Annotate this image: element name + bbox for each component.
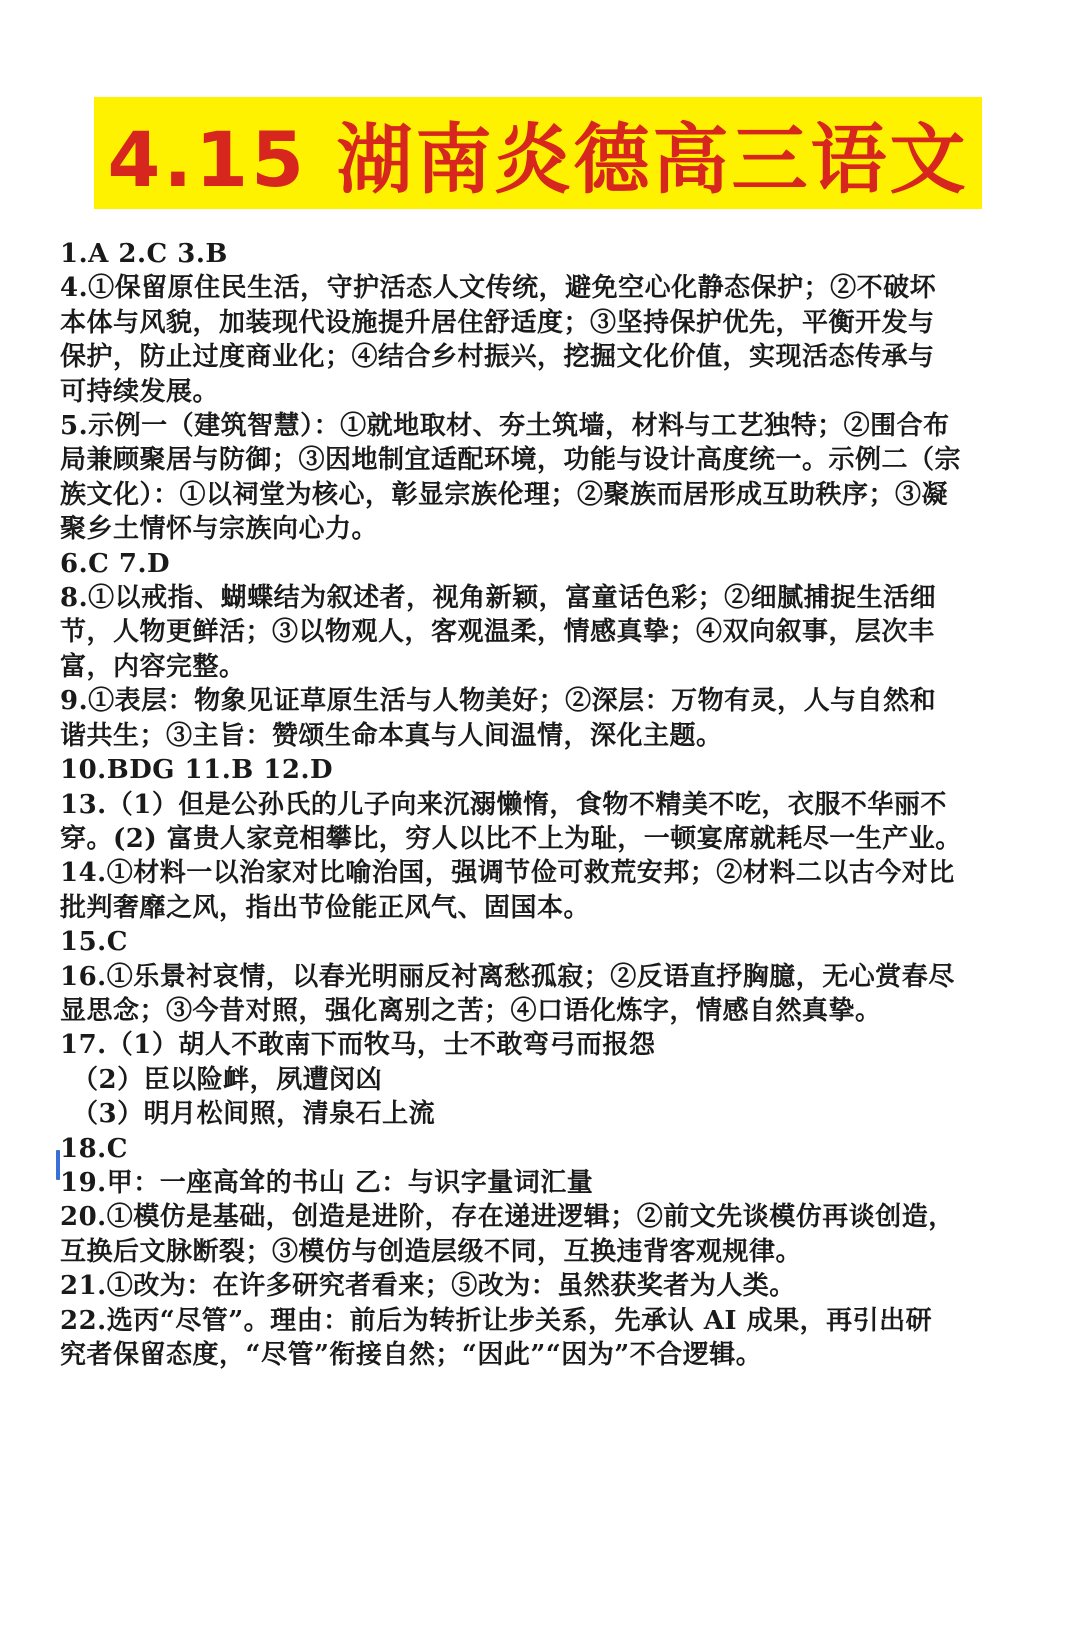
answer-line: 14.①材料一以治家对比喻治国，强调节俭可救荒安邦；②材料二以古今对比 (60, 858, 955, 889)
answer-line: 互换后文脉断裂；③模仿与创造层级不同，互换违背客观规律。 (60, 1236, 803, 1267)
answer-line: 8.①以戒指、蝴蝶结为叙述者，视角新颖，富童话色彩；②细腻捕捉生活细 (60, 583, 937, 614)
answer-line: 显思念；③今昔对照，强化离别之苦；④口语化炼字，情感自然真挚。 (60, 995, 882, 1026)
answer-line: 22.选丙“尽管”。理由：前后为转折让步关系，先承认 AI 成果，再引出研 (60, 1305, 933, 1336)
answer-line: （2）臣以险衅，夙遭闵凶 (72, 1064, 383, 1095)
answer-line: 富，内容完整。 (60, 651, 246, 682)
answer-line: 21.①改为：在许多研究者看来；⑤改为：虽然获奖者为人类。 (60, 1271, 796, 1302)
answer-line: 19.甲：一座高耸的书山 乙：与识字量词汇量 (60, 1167, 594, 1198)
answer-line: 可持续发展。 (60, 376, 220, 407)
answer-line: 16.①乐景衬哀情，以春光明丽反衬离愁孤寂；②反语直抒胸臆，无心赏春尽 (60, 961, 955, 992)
answer-line: 1.A 2.C 3.B (60, 239, 228, 269)
answer-line: 10.BDG 11.B 12.D (60, 755, 334, 786)
answer-line: 局兼顾聚居与防御；③因地制宜适配环境，功能与设计高度统一。示例二（宗 (60, 445, 962, 476)
title-banner (94, 97, 982, 209)
answer-line: 本体与风貌，加装现代设施提升居住舒适度；③坚持保护优先，平衡开发与 (60, 307, 935, 338)
answer-line: 穿。(2) 富贵人家竞相攀比，穷人以比不上为耻，一顿宴席就耗尽一生产业。 (60, 823, 962, 854)
answer-line: 究者保留态度，“尽管”衔接自然；“因此”“因为”不合逻辑。 (60, 1340, 763, 1370)
answer-line: 18.C (60, 1133, 128, 1164)
answer-line: 保护，防止过度商业化；④结合乡村振兴，挖掘文化价值，实现活态传承与 (60, 342, 935, 373)
answer-line: 13.（1）但是公孙氏的儿子向来沉溺懒惰，食物不精美不吃，衣服不华丽不 (60, 789, 947, 820)
answer-line: 17.（1）胡人不敢南下而牧马，士不敢弯弓而报怨 (60, 1030, 656, 1061)
answer-line: 节，人物更鲜活；③以物观人，客观温柔，情感真挚；④双向叙事，层次丰 (60, 617, 935, 648)
answer-line: 6.C 7.D (60, 548, 171, 579)
answer-list (60, 237, 1028, 1372)
answer-line: （3）明月松间照，清泉石上流 (72, 1099, 436, 1130)
answer-line: 9.①表层：物象见证草原生活与人物美好；②深层：万物有灵，人与自然和 (60, 686, 937, 717)
answer-line: 聚乡土情怀与宗族向心力。 (60, 514, 379, 545)
answer-line: 4.①保留原住民生活，守护活态人文传统，避免空心化静态保护；②不破坏 (60, 273, 937, 304)
answer-line: 15.C (60, 927, 128, 958)
answer-line: 20.①模仿是基础，创造是进阶，存在递进逻辑；②前文先谈模仿再谈创造， (60, 1202, 955, 1233)
page-title: 4.15 湖南炎德高三语文 (107, 114, 969, 204)
answer-line: 批判奢靡之风，指出节俭能正风气、固国本。 (60, 892, 591, 923)
answer-line: 5.示例一（建筑智慧）：①就地取材、夯土筑墙，材料与工艺独特；②围合布 (60, 411, 950, 442)
answer-line: 族文化）：①以祠堂为核心，彰显宗族伦理；②聚族而居形成互助秩序；③凝 (60, 479, 949, 510)
answer-line: 谐共生；③主旨：赞颂生命本真与人间温情，深化主题。 (60, 720, 723, 751)
